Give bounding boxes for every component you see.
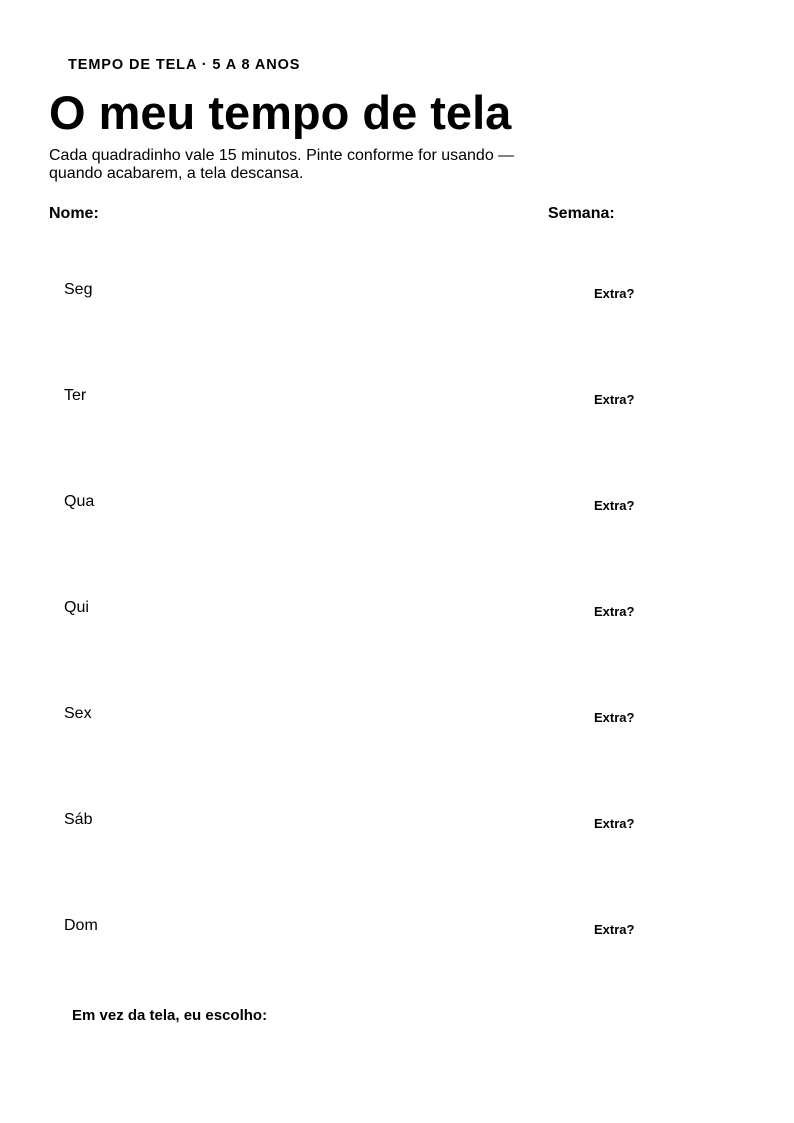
extra-label: Extra? — [594, 710, 635, 725]
worksheet-kicker: TEMPO DE TELA · 5 A 8 ANOS — [68, 57, 301, 73]
day-label: Qua — [64, 493, 95, 510]
week-field-label: Semana: — [548, 205, 615, 222]
day-row-tuesday — [0, 387, 794, 427]
day-label: Seg — [64, 281, 93, 298]
day-label: Sex — [64, 705, 92, 722]
day-label: Ter — [64, 387, 87, 404]
extra-label: Extra? — [594, 604, 635, 619]
extra-label: Extra? — [594, 498, 635, 513]
instructions-text: Cada quadradinho vale 15 minutos. Pinte conforme for usando — quando acabarem, a tela descansa. — [49, 147, 515, 182]
alternative-activity-label: Em vez da tela, eu escolho: — [72, 1007, 268, 1024]
extra-label: Extra? — [594, 922, 635, 937]
extra-label: Extra? — [594, 816, 635, 831]
page-title: O meu tempo de tela — [49, 86, 512, 139]
day-row-thursday — [0, 599, 794, 639]
day-row-friday — [0, 705, 794, 745]
day-label: Qui — [64, 599, 89, 616]
day-row-wednesday — [0, 493, 794, 533]
day-row-monday — [0, 281, 794, 321]
day-label: Sáb — [64, 811, 93, 828]
name-field-label: Nome: — [49, 205, 99, 222]
extra-label: Extra? — [594, 286, 635, 301]
extra-label: Extra? — [594, 392, 635, 407]
day-row-saturday — [0, 811, 794, 851]
day-label: Dom — [64, 917, 98, 934]
day-row-sunday — [0, 917, 794, 957]
